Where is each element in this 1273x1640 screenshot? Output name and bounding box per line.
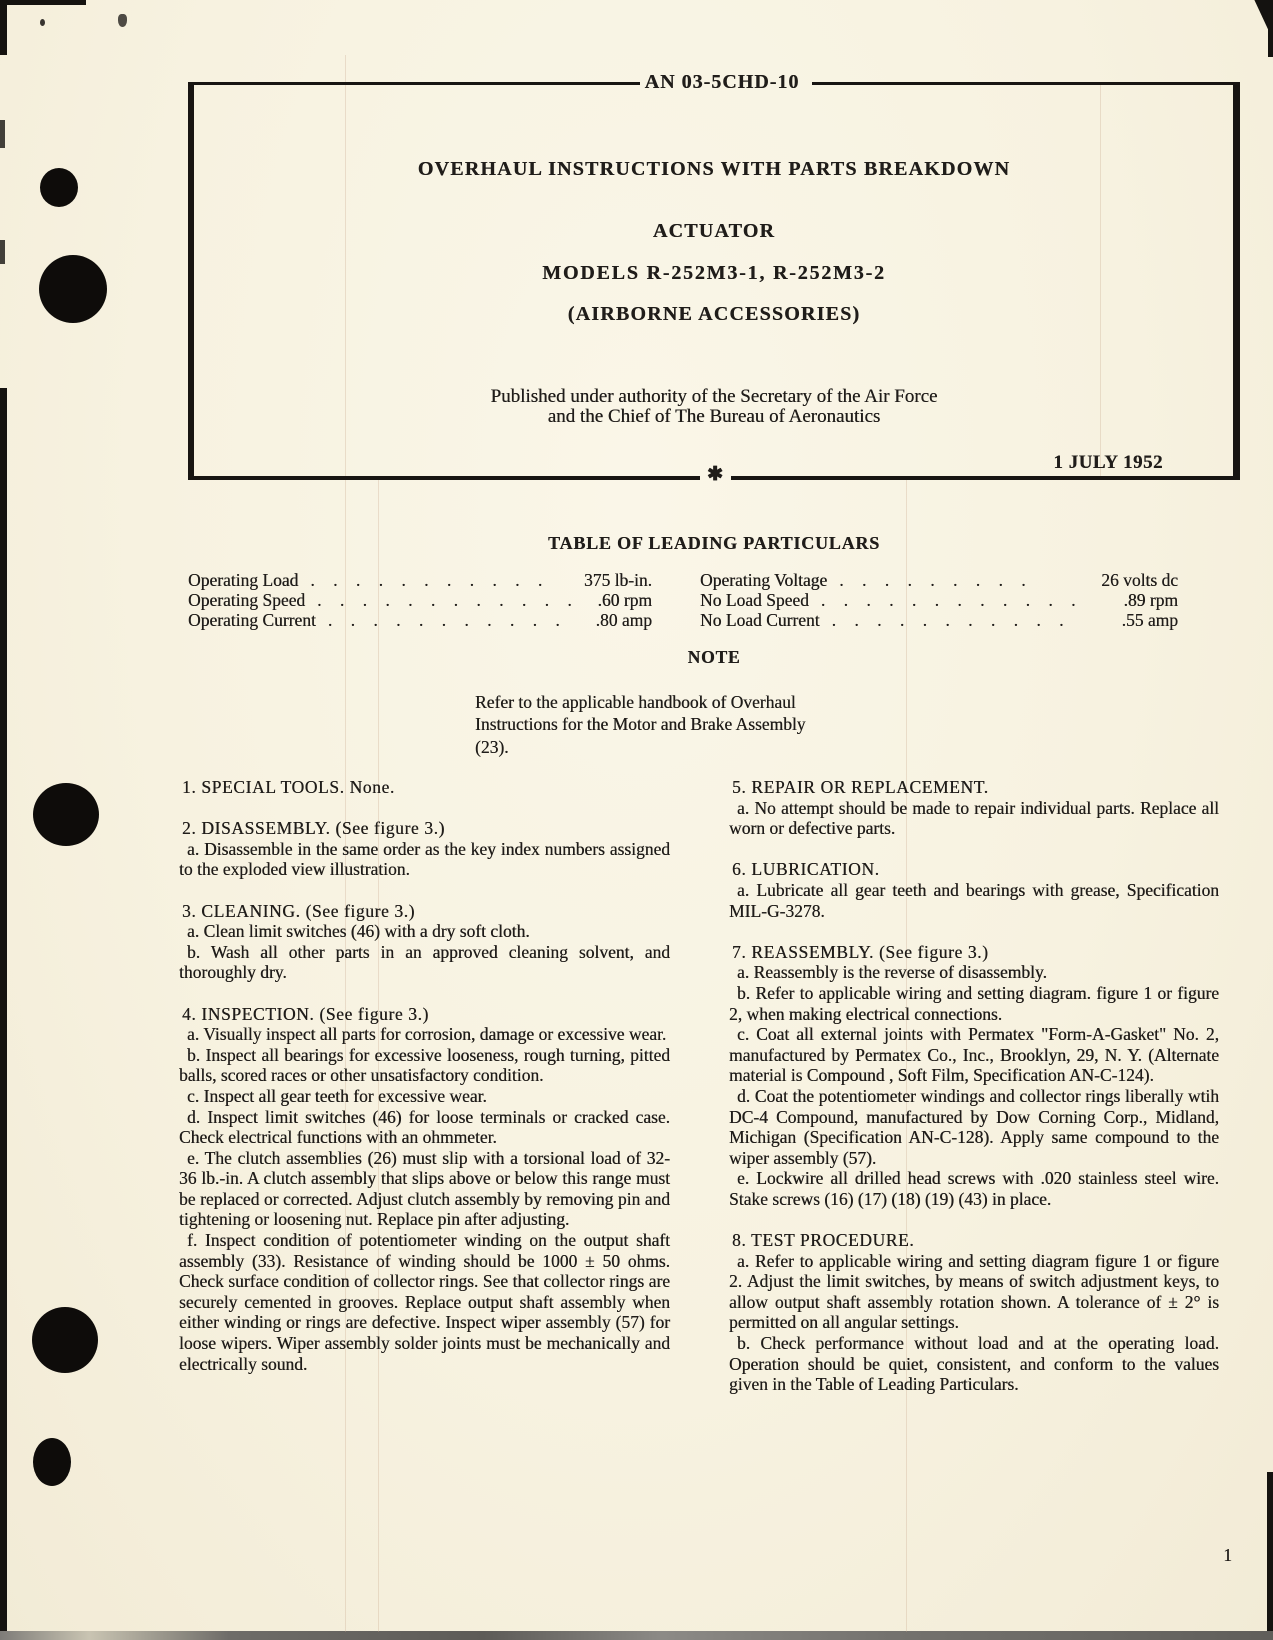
particular-label: Operating Current bbox=[188, 610, 316, 630]
section-special-tools bbox=[179, 777, 670, 798]
scan-edge-left-2 bbox=[0, 120, 5, 148]
particulars-row bbox=[188, 570, 652, 590]
punch-hole-5 bbox=[33, 1438, 71, 1486]
scan-mark-1 bbox=[40, 19, 45, 26]
authority-line-1: Published under authority of the Secretary of the Air Force bbox=[490, 386, 938, 407]
authority-line-2: and the Chief of The Bureau of Aeronautics bbox=[547, 406, 881, 427]
particular-value: .60 rpm bbox=[597, 590, 652, 610]
section-heading: 2. DISASSEMBLY. (See figure 3.) bbox=[182, 818, 445, 839]
scan-edge-bottom bbox=[0, 1631, 1273, 1640]
note-body bbox=[475, 691, 905, 758]
section-heading: 6. LUBRICATION. bbox=[732, 859, 880, 880]
dot-leader: . . . . . . . . . . . . bbox=[317, 590, 579, 610]
scan-edge-right-1 bbox=[1268, 12, 1273, 57]
divider-asterisk: ✱ bbox=[707, 464, 723, 485]
particulars-row bbox=[188, 590, 652, 610]
body-column-right bbox=[729, 777, 1219, 1395]
dot-leader: . . . . . . . . . bbox=[839, 570, 1033, 590]
page-title: OVERHAUL INSTRUCTIONS WITH PARTS BREAKDOWN bbox=[417, 158, 1011, 180]
section-heading: 4. INSPECTION. (See figure 3.) bbox=[182, 1003, 429, 1024]
punch-hole-4 bbox=[32, 1307, 98, 1373]
particulars-row bbox=[700, 610, 1178, 630]
particular-value: .80 amp bbox=[595, 610, 652, 630]
particular-value: .55 amp bbox=[1121, 610, 1178, 630]
section-paragraph: a. Visually inspect all parts for corrosion, damage or excessive wear. bbox=[187, 1024, 667, 1045]
header-box-border-bottom-left bbox=[188, 476, 700, 480]
particular-label: No Load Speed bbox=[700, 590, 809, 610]
section-paragraph: a. No attempt should be made to repair individual parts. Replace all worn or defective parts. bbox=[729, 797, 1219, 839]
section-inspection bbox=[179, 1004, 670, 1375]
particular-label: Operating Voltage bbox=[700, 570, 828, 590]
dot-leader: . . . . . . . . . . . bbox=[831, 610, 1071, 630]
particular-value: 375 lb-in. bbox=[583, 570, 652, 590]
particular-value: .89 rpm bbox=[1123, 590, 1178, 610]
punch-hole-3 bbox=[33, 783, 99, 846]
punch-hole-1 bbox=[40, 168, 78, 207]
authority-statement bbox=[188, 387, 1240, 427]
section-reassembly bbox=[729, 942, 1219, 1210]
section-paragraph: a. Reassembly is the reverse of disassembly. bbox=[737, 962, 1047, 983]
section-paragraph: d. Inspect limit switches (46) for loose terminals or cracked case. Check electrical functions with an ohmmeter. bbox=[179, 1106, 670, 1148]
scan-edge-top-left bbox=[0, 0, 86, 5]
section-paragraph: c. Coat all external joints with Permatex "Form-A-Gasket" No. 2, manufactured by Permatex Co., Inc., Brooklyn, 29, N. Y. (Alternate material is Compound , Soft Film, Specification AN-C-124). bbox=[729, 1024, 1219, 1086]
section-heading: 3. CLEANING. (See figure 3.) bbox=[182, 900, 416, 921]
punch-hole-2 bbox=[39, 255, 107, 323]
particulars-row bbox=[188, 610, 652, 630]
scan-edge-right-2 bbox=[1267, 1472, 1273, 1640]
page-number: 1 bbox=[1223, 1545, 1232, 1565]
section-paragraph: a. Clean limit switches (46) with a dry soft cloth. bbox=[187, 921, 530, 942]
section-paragraph: b. Check performance without load and at the operating load. Operation should be quiet, consistent, and conform to the values given in the Table of Leading Particulars. bbox=[729, 1333, 1219, 1395]
section-repair-or-replacement bbox=[729, 777, 1219, 839]
dot-leader: . . . . . . . . . . . bbox=[327, 610, 567, 630]
section-paragraph: f. Inspect condition of potentiometer winding on the output shaft assembly (33). Resistance of winding should be 1000 ± 50 ohms. Check surface condition of collector rings. See that collector rings are securely cemented in grooves. Replace output shaft assembly when either winding or rings are defective. Inspect wiper assembly (57) for loose wipers. Wiper assembly solder joints must be mechanically and electrically sound. bbox=[179, 1230, 670, 1374]
note-title: NOTE bbox=[687, 647, 741, 667]
particulars-title: TABLE OF LEADING PARTICULARS bbox=[548, 533, 880, 553]
scan-edge-left-1 bbox=[0, 0, 7, 55]
dot-leader: . . . . . . . . . . . . bbox=[820, 590, 1083, 610]
note-line: (23). bbox=[475, 736, 509, 757]
section-heading: 1. SPECIAL TOOLS. None. bbox=[182, 777, 395, 797]
particulars-table-right bbox=[700, 570, 1178, 630]
dot-leader: . . . . . . . . . . . bbox=[310, 570, 550, 590]
particular-label: No Load Current bbox=[700, 610, 820, 630]
particulars-row bbox=[700, 570, 1178, 590]
header-box-border-bottom-right bbox=[731, 476, 1240, 480]
section-paragraph: a. Disassemble in the same order as the key index numbers assigned to the exploded view illustration. bbox=[179, 838, 670, 880]
section-paragraph: e. The clutch assemblies (26) must slip with a torsional load of 32-36 lb.-in. A clutch assembly that slips above or below this range must be replaced or corrected. Adjust clutch assembly by removing pin and tightening or loosening nut. Replace pin after adjusting. bbox=[179, 1147, 670, 1230]
header-subtitle: ACTUATOR bbox=[652, 220, 776, 242]
section-paragraph: b. Inspect all bearings for excessive looseness, rough turning, pitted balls, scored races or other unsatisfactory condition. bbox=[179, 1044, 670, 1086]
section-paragraph: c. Inspect all gear teeth for excessive wear. bbox=[187, 1085, 487, 1106]
section-paragraph: b. Wash all other parts in an approved cleaning solvent, and thoroughly dry. bbox=[179, 941, 670, 983]
particulars-row bbox=[700, 590, 1178, 610]
section-paragraph: b. Refer to applicable wiring and setting diagram. figure 1 or figure 2, when making electrical connections. bbox=[729, 982, 1219, 1024]
section-heading: 5. REPAIR OR REPLACEMENT. bbox=[732, 777, 989, 797]
section-heading: 8. TEST PROCEDURE. bbox=[732, 1230, 915, 1251]
scan-edge-left-4 bbox=[0, 388, 7, 1632]
section-heading: 7. REASSEMBLY. (See figure 3.) bbox=[732, 941, 989, 962]
section-cleaning bbox=[179, 901, 670, 983]
particulars-table-left bbox=[188, 570, 652, 630]
section-test-procedure bbox=[729, 1230, 1219, 1395]
header-models: MODELS R-252M3-1, R-252M3-2 bbox=[542, 262, 886, 284]
scan-edge-left-3 bbox=[0, 240, 5, 264]
section-paragraph: a. Refer to applicable wiring and setting diagram figure 1 or figure 2. Adjust the limit switches, by means of switch adjustment keys, to allow output shaft assembly rotation shown. A tolerance of ± 2° is permitted on all angular settings. bbox=[729, 1250, 1219, 1333]
doc-number: AN 03-5CHD-10 bbox=[644, 71, 800, 93]
section-lubrication bbox=[729, 859, 1219, 921]
note-line: Instructions for the Motor and Brake Assembly bbox=[475, 714, 806, 735]
publication-date: 1 JULY 1952 bbox=[1053, 452, 1163, 473]
particular-label: Operating Load bbox=[188, 570, 299, 590]
particular-label: Operating Speed bbox=[188, 590, 306, 610]
particular-value: 26 volts dc bbox=[1101, 570, 1178, 590]
section-paragraph: a. Lubricate all gear teeth and bearings with grease, Specification MIL-G-3278. bbox=[729, 879, 1219, 921]
note-line: Refer to the applicable handbook of Overhaul bbox=[475, 692, 796, 712]
section-paragraph: d. Coat the potentiometer windings and collector rings liberally wtih DC-4 Compound, manufactured by Dow Corning Corp., Midland, Michigan (Specification AN-C-128). Apply same compound to the wiper assembly (57). bbox=[729, 1085, 1219, 1168]
header-category: (AIRBORNE ACCESSORIES) bbox=[567, 303, 861, 325]
section-disassembly bbox=[179, 818, 670, 880]
section-paragraph: e. Lockwire all drilled head screws with .020 stainless steel wire. Stake screws (16) (17) (18) (19) (43) in place. bbox=[729, 1168, 1219, 1209]
body-column-left bbox=[179, 777, 670, 1374]
scan-mark-2 bbox=[118, 14, 127, 27]
